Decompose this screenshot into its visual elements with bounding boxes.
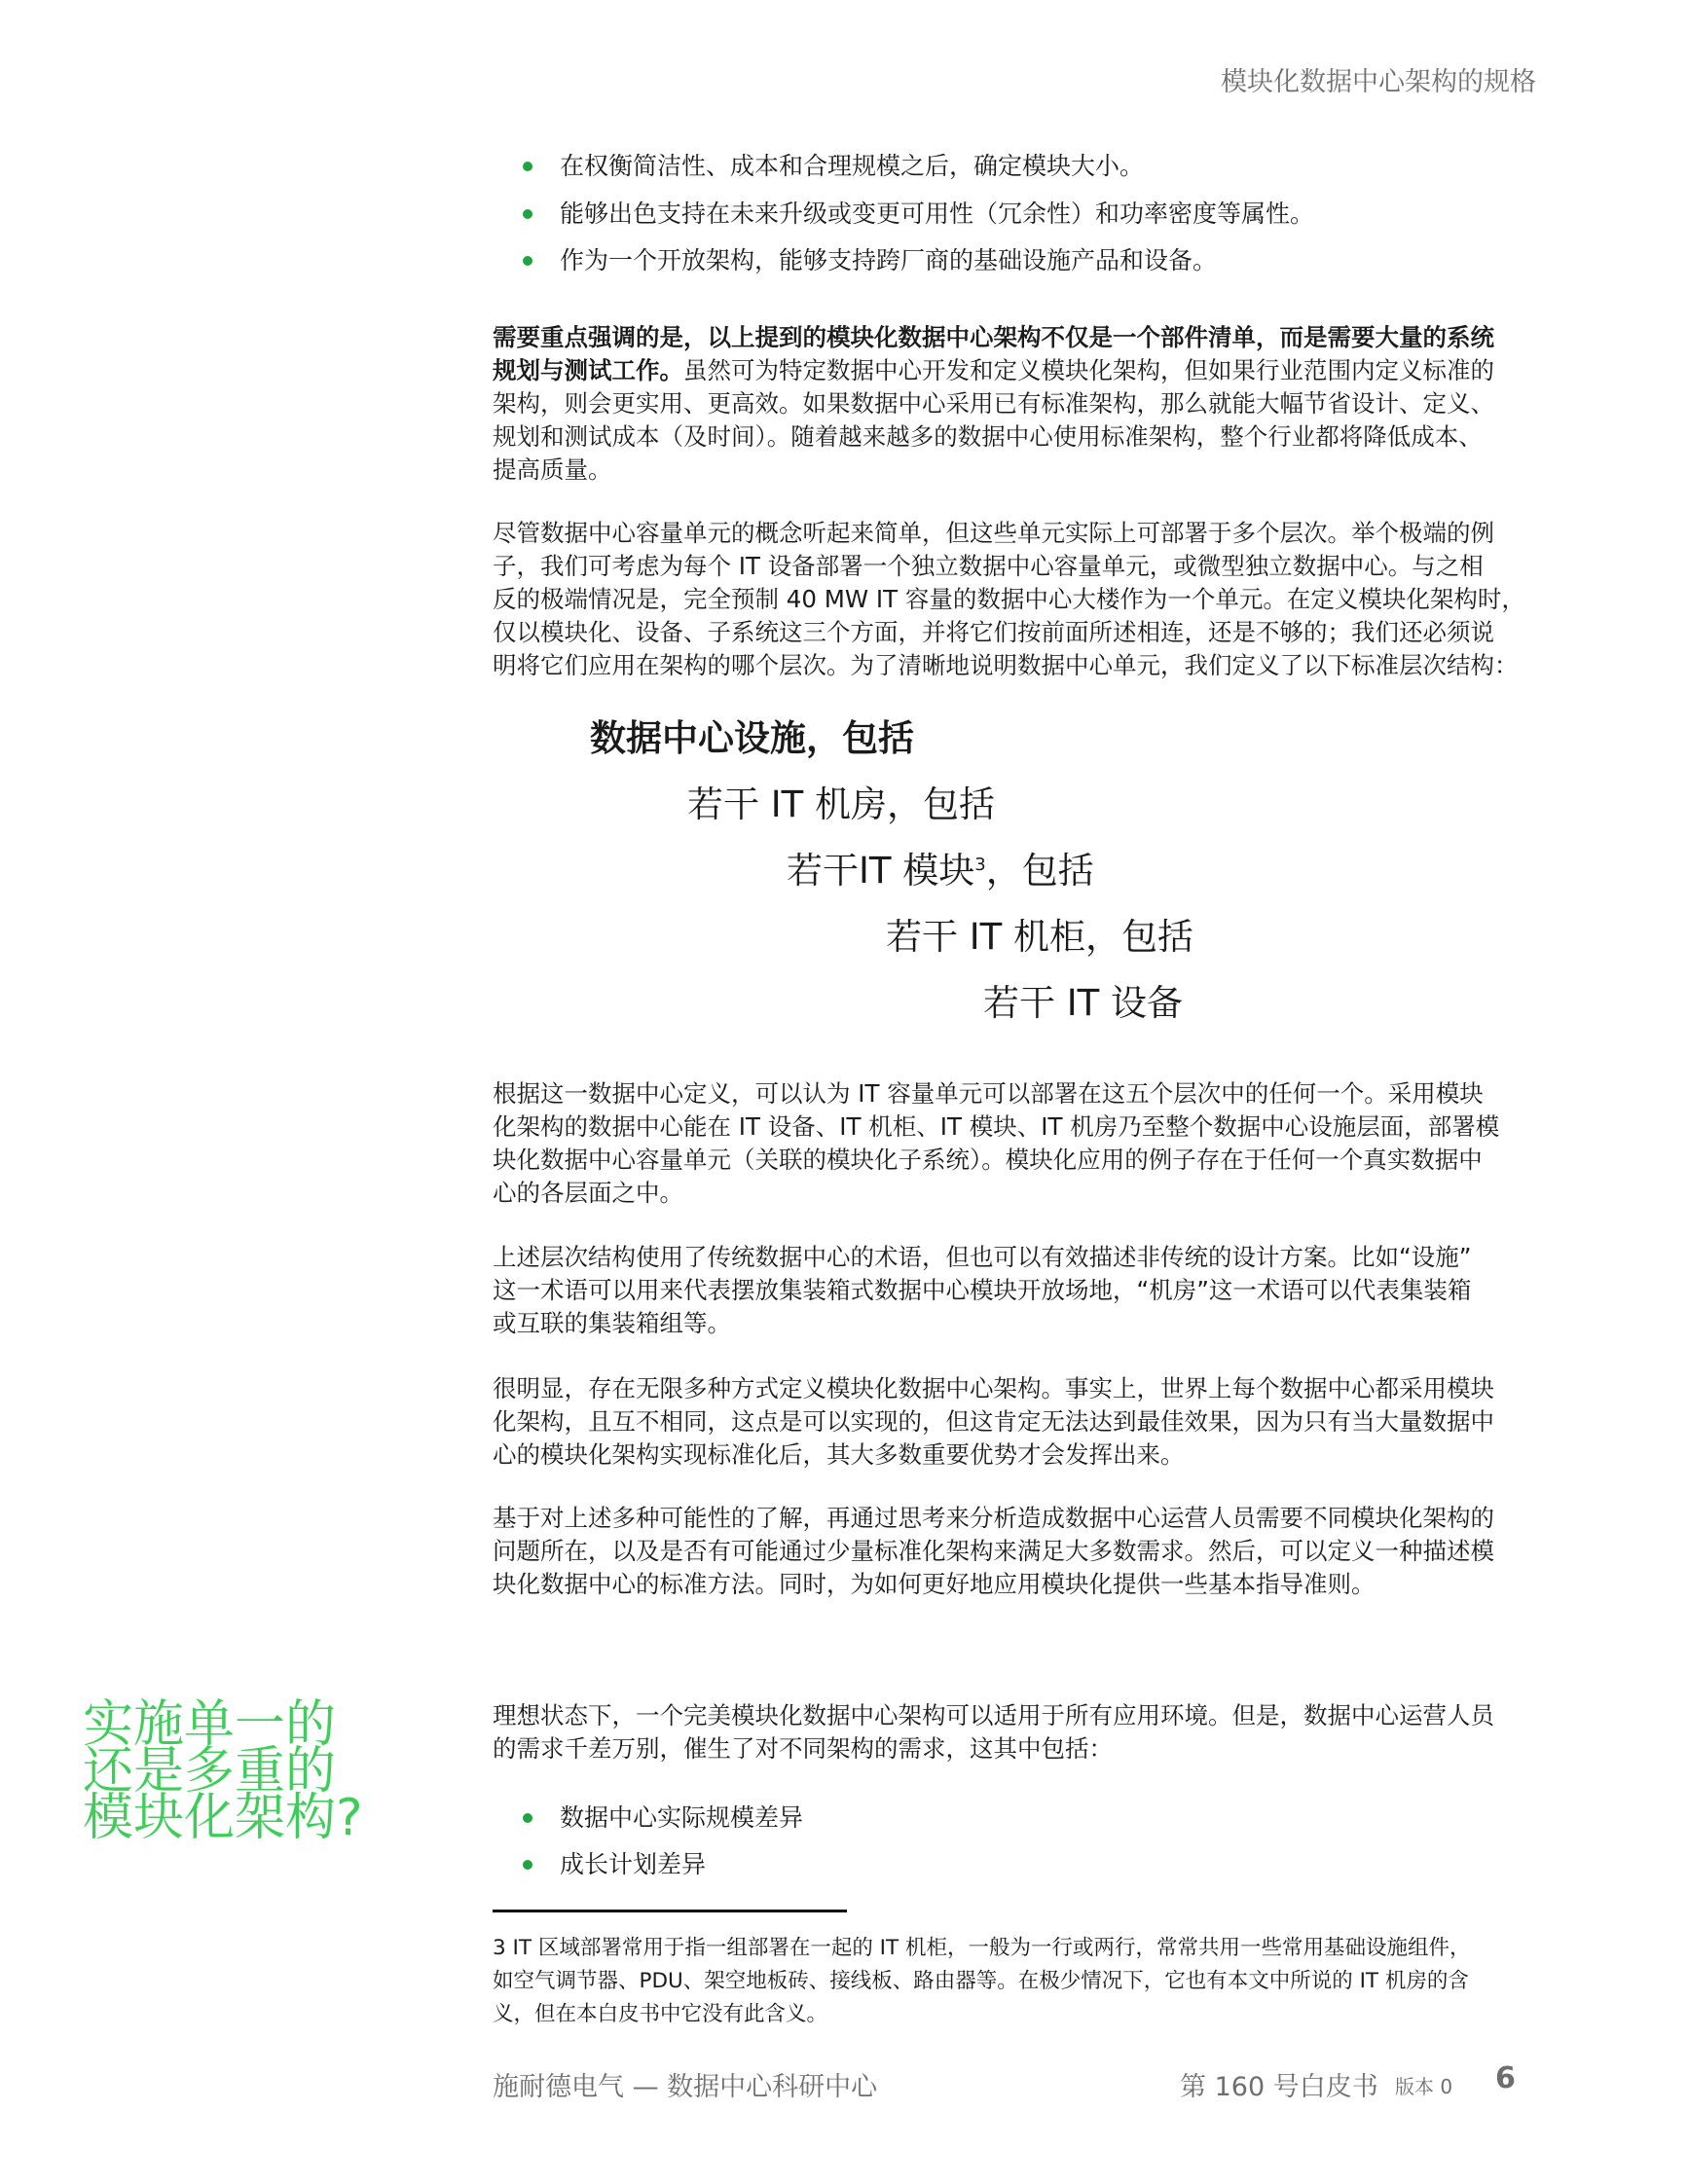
footnote-divider	[493, 1910, 847, 1912]
paragraph-ideal-state	[493, 1699, 1494, 1765]
paragraph-line: 明将它们应用在架构的哪个层次。为了清晰地说明数据中心单元，我们定义了以下标准层次结构：	[493, 651, 1519, 679]
paragraph-line: 这一术语可以用来代表摆放集装箱式数据中心模块开放场地，“机房”这一术语可以代表集装箱	[493, 1276, 1472, 1304]
page-number: 6	[1495, 2061, 1516, 2095]
paragraph-line: 化架构的数据中心能在 IT 设备、IT 机柜、IT 模块、IT 机房乃至整个数据中心设施层面，部署模	[493, 1112, 1500, 1141]
emphasis-text: 规划与测试工作。	[493, 356, 683, 384]
paragraph-line: 上述层次结构使用了传统数据中心的术语，但也可以有效描述非传统的设计方案。比如“设施”	[493, 1243, 1472, 1271]
footnote	[493, 1932, 1470, 2031]
hierarchy-level-device: 若干 IT 设备	[983, 982, 1184, 1024]
paragraph-line: 心的各层面之中。	[493, 1179, 683, 1207]
bullet-icon	[523, 162, 532, 171]
running-header: 模块化数据中心架构的规格	[1221, 67, 1536, 97]
footnote-line: 3 IT 区域部署常用于指一组部署在一起的 IT 机柜，一般为一行或两行，常常共用一些常用基础设施组件，	[493, 1936, 1471, 1960]
paragraph-line: 很明显，存在无限多种方式定义模块化数据中心架构。事实上，世界上每个数据中心都采用模块	[493, 1374, 1494, 1402]
paragraph-line: 理想状态下，一个完美模块化数据中心架构可以适用于所有应用环境。但是，数据中心运营人员	[493, 1701, 1494, 1729]
bullet-icon	[523, 1813, 532, 1823]
footer-publisher: 施耐德电气 — 数据中心科研中心	[493, 2072, 878, 2102]
list-item-text: 作为一个开放架构，能够支持跨厂商的基础设施产品和设备。	[560, 246, 1218, 274]
paragraph-line: 或互联的集装箱组等。	[493, 1309, 731, 1337]
paragraph-line: 心的模块化架构实现标准化后，其大多数重要优势才会发挥出来。	[493, 1440, 1185, 1469]
hierarchy-level-module	[787, 848, 1094, 894]
hierarchy-level-rack: 若干 IT 机柜，包括	[886, 916, 1194, 958]
paragraph-line: 提高质量。	[493, 455, 612, 484]
paragraph-line: 根据这一数据中心定义，可以认为 IT 容量单元可以部署在这五个层次中的任何一个。采用模块	[493, 1079, 1484, 1108]
section-heading	[83, 1695, 363, 1847]
section-heading-line: 实施单一的	[83, 1695, 337, 1754]
emphasis-text: 需要重点强调的是，以上提到的模块化数据中心架构不仅是一个部件清单，而是需要大量的系统	[493, 323, 1494, 351]
paragraph-infinite-ways	[493, 1372, 1494, 1472]
paragraph-line: 块化数据中心的标准方法。同时，为如何更好地应用模块化提供一些基本指导准则。	[493, 1570, 1376, 1598]
paragraph-line: 仅以模块化、设备、子系统这三个方面，并将它们按前面所述相连，还是不够的；我们还必须说	[493, 618, 1494, 646]
paragraph-line: 基于对上述多种可能性的了解，再通过思考来分析造成数据中心运营人员需要不同模块化架构的	[493, 1504, 1494, 1532]
list-item-text: 成长计划差异	[560, 1850, 707, 1878]
list-item-text: 数据中心实际规模差异	[560, 1803, 804, 1832]
paragraph-line: 的需求千差万别，催生了对不同架构的需求，这其中包括：	[493, 1734, 1113, 1763]
paragraph-line: 反的极端情况是，完全预制 40 MW IT 容量的数据中心大楼作为一个单元。在定义模块化架构时，	[493, 585, 1525, 613]
hierarchy-text: ，包括	[985, 850, 1094, 892]
paragraph-line: 问题所在，以及是否有可能通过少量标准化架构来满足大多数需求。然后，可以定义一种描述模	[493, 1537, 1494, 1565]
bullet-icon	[523, 209, 532, 219]
hierarchy-level-room: 若干 IT 机房，包括	[687, 783, 996, 825]
paragraph-line: 尽管数据中心容量单元的概念听起来简单，但这些单元实际上可部署于多个层次。举个极端的例	[493, 519, 1494, 547]
paragraph-line: 规划和测试成本（及时间）。随着越来越多的数据中心使用标准架构，整个行业都将降低成本、	[493, 422, 1483, 451]
paragraph-capacity-units	[493, 517, 1525, 682]
paragraph-line: 架构，则会更实用、更高效。如果数据中心采用已有标准架构，那么就能大幅节省设计、定义、	[493, 389, 1494, 418]
bullet-icon	[523, 1860, 532, 1870]
hierarchy-level-facility: 数据中心设施，包括	[590, 717, 914, 759]
bullet-icon	[523, 256, 532, 266]
footnote-reference: 3	[974, 855, 986, 875]
paragraph-standard-architecture	[493, 321, 1494, 487]
section-heading-line: 还是多重的	[83, 1742, 337, 1801]
list-item-text: 在权衡简洁性、成本和合理规模之后，确定模块大小。	[560, 152, 1145, 180]
section-heading-line: 模块化架构?	[83, 1789, 363, 1847]
hierarchy-text: 若干IT 模块	[787, 850, 975, 892]
paragraph-standard-method	[493, 1502, 1494, 1601]
paragraph-text: 虽然可为特定数据中心开发和定义模块化架构，但如果行业范围内定义标准的	[683, 356, 1494, 384]
paragraph-line: 子，我们可考虑为每个 IT 设备部署一个独立数据中心容量单元，或微型独立数据中心。与之相	[493, 552, 1484, 580]
paragraph-line: 块化数据中心容量单元（关联的模块化子系统）。模块化应用的例子存在于任何一个真实数据中	[493, 1146, 1483, 1174]
paragraph-definition	[493, 1077, 1499, 1210]
footnote-line: 如空气调节器、PDU、架空地板砖、接线板、路由器等。在极少情况下，它也有本文中所说的 IT 机房的含	[493, 1969, 1469, 1993]
paragraph-line: 化架构，且互不相同，这点是可以实现的，但这肯定无法达到最佳效果，因为只有当大量数据中	[493, 1407, 1494, 1436]
paragraph-terminology	[493, 1241, 1471, 1340]
footnote-line: 义，但在本白皮书中它没有此含义。	[493, 2002, 828, 2026]
list-item-text: 能够出色支持在未来升级或变更可用性（冗余性）和功率密度等属性。	[560, 200, 1315, 228]
footer-paper-number: 第 160 号白皮书	[1180, 2072, 1378, 2102]
footer-version: 版本 0	[1395, 2075, 1453, 2098]
